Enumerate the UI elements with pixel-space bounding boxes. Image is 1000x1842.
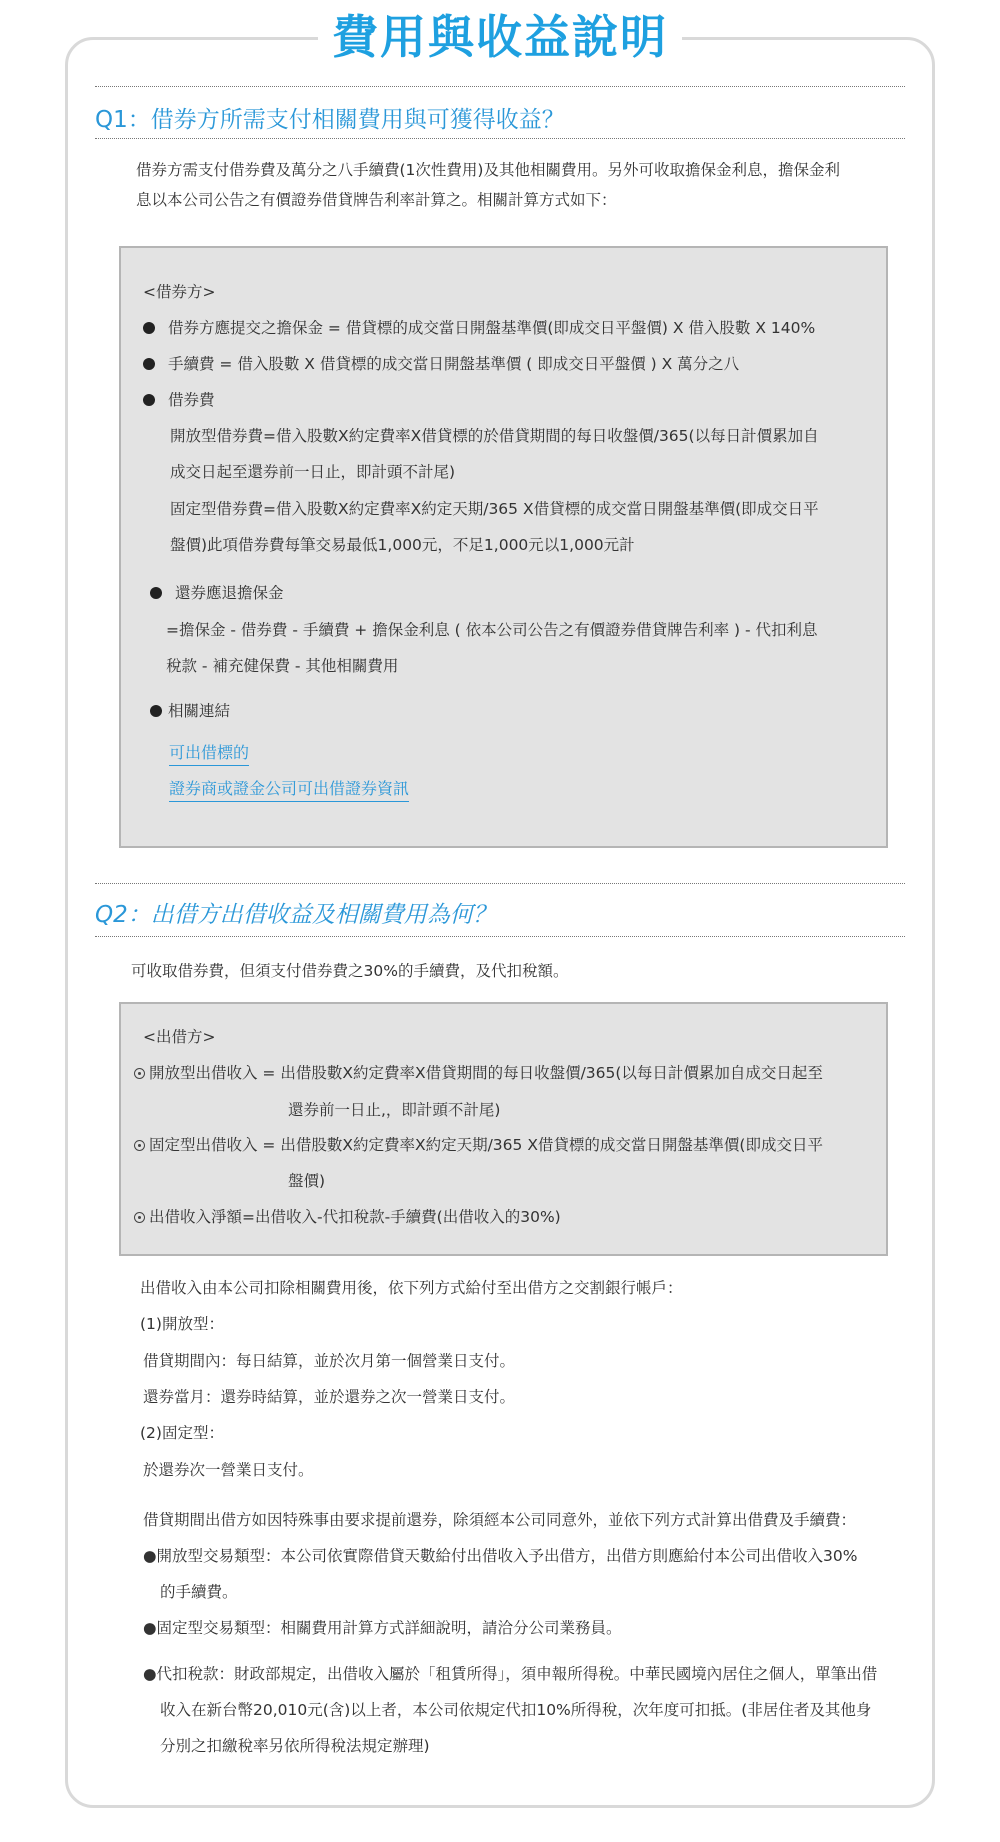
bullet-icon [143, 322, 155, 334]
divider [95, 936, 905, 937]
links-label: 相關連結 [168, 702, 231, 720]
fixed-type-fee: 盤價)此項借券費每筆交易最低1,000元，不足1,000元以1,000元計 [170, 536, 635, 554]
early-return-fixed: ●固定型交易類型：相關費用計算方式詳細說明，請洽分公司業務員。 [143, 1619, 622, 1637]
payment-open-return: 還券當月：還券時結算，並於還券之次一營業日支付。 [143, 1388, 516, 1406]
fee-formula: 手續費 = 借入股數 X 借貸標的成交當日開盤基準價 ( 即成交日平盤價 ) X 萬分之八 [168, 355, 740, 373]
withholding-tax-note: 收入在新台幣20,010元(含)以上者，本公司依規定代扣10%所得稅，次年度可扣抵。(非居住者及其他身 [160, 1701, 872, 1719]
open-type-fee: 成交日起至還券前一日止，即計頭不計尾) [170, 463, 456, 481]
withholding-tax-note: ●代扣稅款：財政部規定，出借收入屬於「租賃所得」，須申報所得稅。中華民國境內居住之個人，單筆出借 [143, 1665, 878, 1683]
lender-heading: <出借方> [143, 1028, 216, 1046]
fixed-type-fee: 固定型借券費=借入股數X約定費率X約定天期/365 X借貸標的成交當日開盤基準價(即成交日平 [170, 500, 819, 518]
payment-open-label: (1)開放型： [140, 1315, 224, 1333]
lendable-securities-link[interactable]: 可出借標的 [169, 743, 249, 766]
q1-title: Q1：借券方所需支付相關費用與可獲得收益？ [95, 107, 565, 133]
collateral-formula: 借券方應提交之擔保金 = 借貸標的成交當日開盤基準價(即成交日平盤價) X 借入股數 X 140% [168, 319, 816, 337]
bullet-icon [150, 587, 162, 599]
open-type-fee: 開放型借券費=借入股數X約定費率X借貸標的於借貸期間的每日收盤價/365(以每日計價累加自 [170, 427, 819, 445]
divider [95, 138, 905, 139]
early-return-open: ●開放型交易類型：本公司依實際借貸天數給付出借收入予出借方，出借方則應給付本公司出借收入30% [143, 1547, 858, 1565]
bullet-icon [143, 358, 155, 370]
early-return-intro: 借貸期間出借方如因特殊事由要求提前還券，除須經本公司同意外，並依下列方式計算出借費及手續費： [143, 1511, 857, 1529]
divider [95, 883, 905, 884]
refund-label: 還券應退擔保金 [175, 584, 284, 602]
refund-formula: 稅款 - 補充健保費 - 其他相關費用 [166, 657, 399, 675]
bullet-icon [143, 394, 155, 406]
refund-formula: =擔保金 - 借券費 - 手續費 + 擔保金利息 ( 依本公司公告之有價證券借貸牌告利率 ) - 代扣利息 [166, 621, 818, 639]
circle-dot-icon [134, 1068, 145, 1079]
divider [95, 86, 905, 87]
bullet-icon [150, 705, 162, 717]
early-return-open: 的手續費。 [160, 1583, 238, 1601]
q2-title: Q2：出借方出借收益及相關費用為何？ [95, 902, 496, 928]
q1-intro-line: 息以本公司公告之有價證券借貸牌告利率計算之。相關計算方式如下： [136, 191, 617, 209]
circle-dot-icon [134, 1140, 145, 1151]
open-income-formula: 開放型出借收入 = 出借股數X約定費率X借貸期間的每日收盤價/365(以每日計價累加自成交日起至 [149, 1064, 823, 1082]
fixed-income-formula: 盤價) [288, 1172, 326, 1190]
borrower-heading: <借券方> [143, 283, 216, 301]
broker-lending-info-link[interactable]: 證券商或證金公司可出借證券資訊 [169, 779, 409, 802]
payment-fixed-text: 於還券次一營業日支付。 [143, 1461, 314, 1479]
q1-intro-line: 借券方需支付借券費及萬分之八手續費(1次性費用)及其他相關費用。另外可收取擔保金利息，擔保金利 [136, 161, 840, 179]
fixed-income-formula: 固定型出借收入 = 出借股數X約定費率X約定天期/365 X借貸標的成交當日開盤基準價(即成交日平 [149, 1136, 823, 1154]
withholding-tax-note: 分別之扣繳稅率另依所得稅法規定辦理) [160, 1737, 430, 1755]
lending-fee-label: 借券費 [168, 391, 215, 409]
net-income-formula: 出借收入淨額=出借收入-代扣稅款-手續費(出借收入的30%) [149, 1208, 561, 1226]
page-title [0, 4, 1000, 70]
q2-intro: 可收取借券費，但須支付借券費之30%的手續費，及代扣稅額。 [131, 962, 569, 980]
payment-fixed-label: (2)固定型： [140, 1424, 224, 1442]
circle-dot-icon [134, 1212, 145, 1223]
page-title-text: 費用與收益說明 [318, 4, 682, 70]
payment-intro: 出借收入由本公司扣除相關費用後，依下列方式給付至出借方之交割銀行帳戶： [140, 1279, 683, 1297]
open-income-formula: 還券前一日止,，即計頭不計尾) [288, 1101, 501, 1119]
payment-open-during: 借貸期間內：每日結算，並於次月第一個營業日支付。 [143, 1352, 516, 1370]
